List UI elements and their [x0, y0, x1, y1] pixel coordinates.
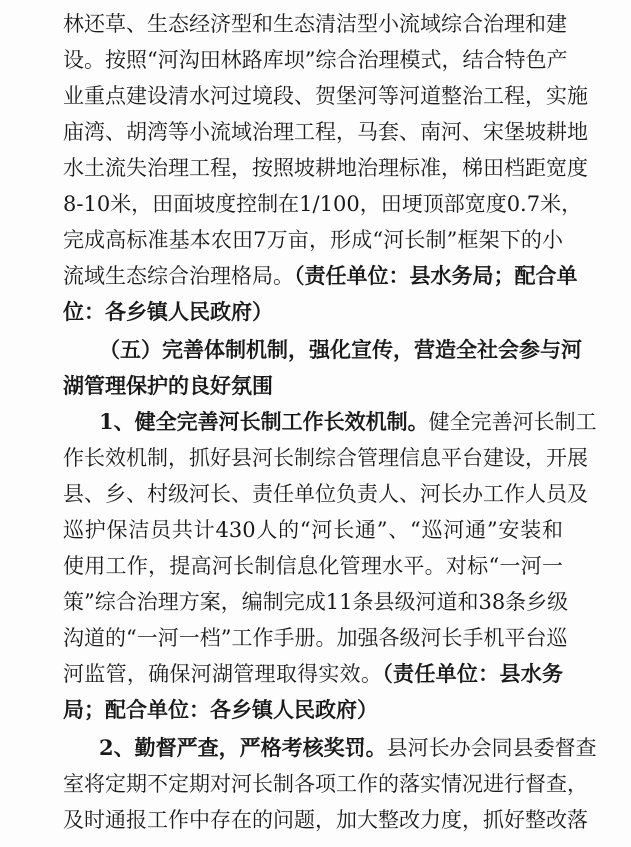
section-heading-5: （五）完善体制机制，强化宣传，营造全社会参与河	[99, 337, 582, 362]
responsibility-note: （责任单位：县水务	[382, 661, 564, 686]
text-segment: 健全完善河长制工	[428, 410, 597, 434]
text-line-1: 林还草、生态经济型和生态清洁型小流域综合治理和建	[63, 12, 567, 36]
text-segment: 河监管，确保河湖管理取得实效。	[63, 662, 383, 686]
text-line-18: 沟道的“一河一档”工作手册。加强各级河长手机平台巡	[63, 626, 568, 650]
text-line-6: 8-10米，田面坡度控制在1/100，田埂顶部宽度0.7米，	[63, 192, 583, 216]
text-line-22: 室将定期不定期对河长制各项工作的落实情况进行督查，	[63, 772, 588, 796]
text-line-5: 水土流失治理工程，按照坡耕地治理标准，梯田档距宽度	[63, 156, 588, 180]
text-line-23: 及时通报工作中存在的问题，加大整改力度，抓好整改落	[63, 808, 588, 832]
section-heading-5-cont: 湖管理保护的良好氛围	[63, 373, 273, 398]
text-line-20: 局；配合单位：各乡镇人民政府）	[63, 697, 378, 722]
text-segment: 流域生态综合治理格局。	[63, 264, 294, 288]
text-segment: 县河长办会同县委督查	[386, 736, 597, 760]
item-1-heading: 1、健全完善河长制工作长效机制。	[99, 409, 429, 434]
text-line-13: 作长效机制，抓好县河长制综合管理信息平台建设，开展	[63, 446, 588, 470]
item-1-first-line	[99, 404, 597, 440]
text-line-9: 位：各乡镇人民政府）	[63, 299, 273, 324]
item-2-first-line	[99, 730, 597, 766]
text-line-4: 庙湾、胡湾等小流域治理工程，马套、南河、宋堡坡耕地	[63, 120, 588, 144]
item-2-heading: 2、勤督严查，严格考核奖罚。	[99, 735, 387, 760]
text-line-17: 策”综合治理方案，编制完成11条县级河道和38条乡级	[63, 590, 569, 614]
text-line-2: 设。按照“河沟田林路库坝”综合治理模式，结合特色产	[63, 48, 568, 72]
text-line-7: 完成高标准基本农田7万亩，形成“河长制”框架下的小	[63, 228, 563, 252]
text-line-3: 业重点建设清水河过境段、贺堡河等河道整治工程，实施	[63, 84, 588, 108]
text-line-15: 巡护保洁员共计430人的“河长通”、“巡河通”安装和	[63, 518, 563, 542]
responsibility-note: （责任单位：县水务局；配合单	[294, 263, 578, 288]
text-line-19	[63, 656, 563, 692]
text-line-8	[63, 258, 578, 294]
text-line-16: 使用工作，提高河长制信息化管理水平。对标“一河一	[63, 554, 563, 578]
text-line-14: 县、乡、村级河长、责任单位负责人、河长办工作人员及	[63, 482, 588, 506]
